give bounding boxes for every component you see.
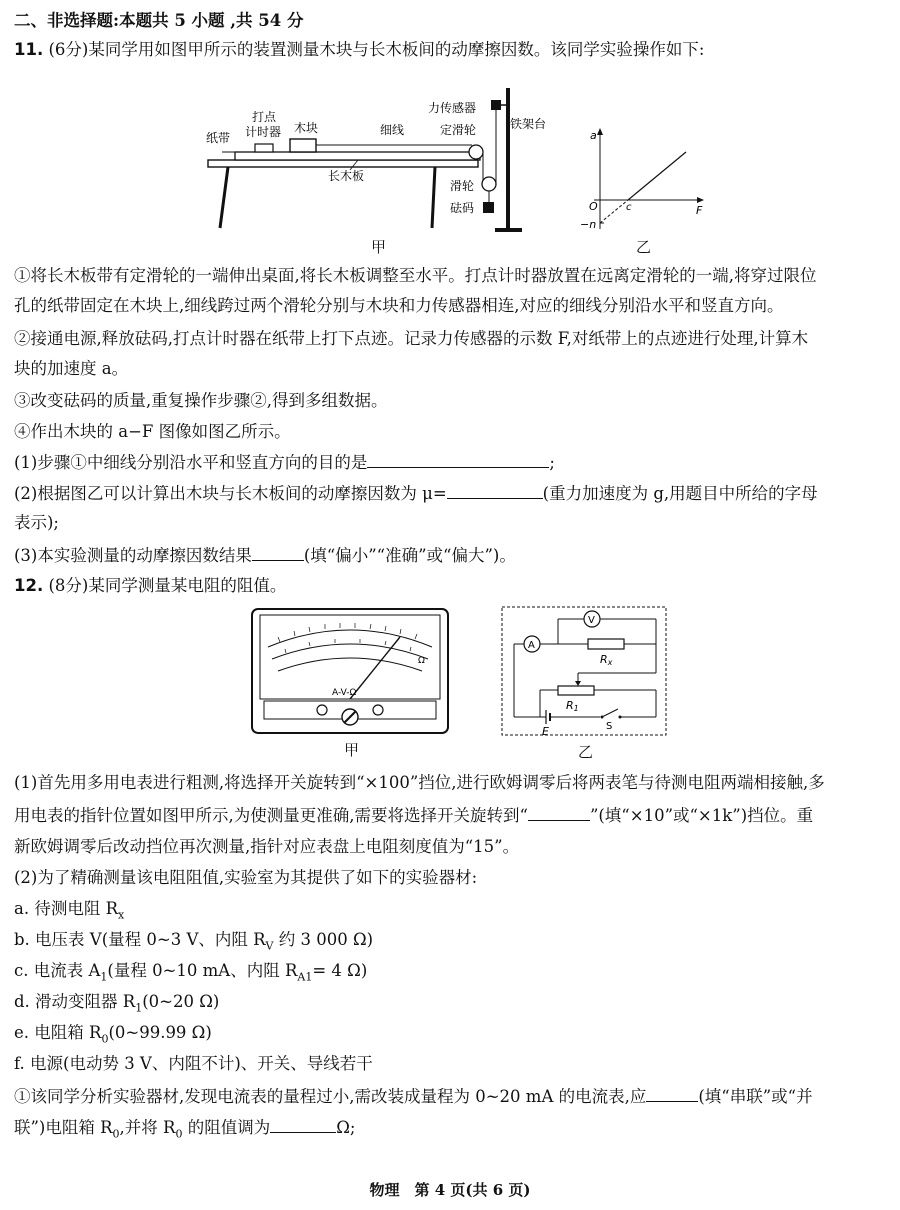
q11-step2-line1: ②接通电源,释放砝码,打点计时器在纸带上打下点迹。记录力传感器的示数 F,对纸带上的点迹进行处理,计算木 xyxy=(14,329,809,348)
q12-q1-line2: 联”)电阻箱 $R_0$,并将 $R_0$ 的阻值调为 Ω; xyxy=(14,1118,356,1141)
page-footer: 物理 第 4 页(共 6 页) xyxy=(369,1181,531,1199)
q11-fig-a-caption: 甲 xyxy=(371,238,387,256)
q12-circuit-figure xyxy=(500,605,670,739)
ammeter-label: A xyxy=(528,640,535,651)
meter-omega: Ω xyxy=(418,656,425,666)
q11-af-graph xyxy=(580,124,710,234)
table-leg-right xyxy=(432,167,435,228)
label-board: 长木板 xyxy=(328,169,365,183)
q11-sub3-line xyxy=(14,544,884,567)
label-string: 细线 xyxy=(380,123,405,137)
q11-sub3-text: (3)本实验测量的动摩擦因数结果 xyxy=(14,546,252,565)
label-block: 木块 xyxy=(294,121,319,135)
q12-item-d: d. 滑动变阻器 $R_1(0\sim 20$ Ω) xyxy=(14,992,220,1015)
q11-sub3-answer-blank[interactable] xyxy=(252,544,304,561)
q11-step1-line1: ①将长木板带有定滑轮的一端伸出桌面,将长木板调整至水平。打点计时器放置在远离定滑轮的一端,将穿过限位 xyxy=(14,266,817,285)
q11-step3: ③改变砝码的质量,重复操作步骤②,得到多组数据。 xyxy=(14,391,388,410)
q12-p1-line3: 新欧姆调零后改动挡位再次测量,指针对应表盘上电阻刻度值为“15”。 xyxy=(14,837,520,856)
q12-item-c: c. 电流表 $A_1$(量程 0~10 mA、内阻 $R_{A1}= 4$ Ω) xyxy=(14,961,368,984)
q12-fig-b-caption: 乙 xyxy=(578,743,594,761)
q12-item-b: b. 电压表 V(量程 0~3 V、内阻 $R_V$ 约 3 000 Ω) xyxy=(14,930,374,953)
graph-y-arrow xyxy=(597,128,603,135)
q11-sub1-text: (1)步骤①中细线分别沿水平和竖直方向的目的是 xyxy=(14,453,368,472)
rheostat-slider xyxy=(575,681,581,686)
q12-q1-line1: ①该同学分析实验器材,发现电流表的量程过小,需改装成量程为 0~20 mA 的电流表,应 (填“串联”或“并 xyxy=(14,1087,813,1106)
meter-unit-label: A-V-Ω xyxy=(332,688,357,698)
q12-q1-resistance-blank[interactable] xyxy=(270,1116,336,1133)
q11-sub1-answer-blank[interactable] xyxy=(367,451,549,468)
switch-label: S xyxy=(606,721,613,732)
graph-line-dashed xyxy=(600,200,628,223)
q11-sub2-answer-blank[interactable] xyxy=(447,482,543,499)
q12-item-f: f. 电源(电动势 3 V、内阻不计)、开关、导线若干 xyxy=(14,1054,373,1073)
q12-stem: (8分)某同学测量某电阻的阻值。 xyxy=(48,576,287,595)
q12-p1-text: 用电表的指针位置如图甲所示,为使测量更准确,需要将选择开关旋转到“ xyxy=(14,806,528,825)
q11-sub2-end: (重力加速度为 g,用题目中所给的字母 xyxy=(542,484,818,503)
q12-stem-line xyxy=(14,575,884,597)
q12-p1-line2 xyxy=(14,804,884,827)
q11-sub1-line xyxy=(14,451,884,474)
fixed-pulley xyxy=(469,145,483,159)
graph-label-minus-n: −n xyxy=(580,218,597,231)
graph-label-F: F xyxy=(696,204,703,217)
battery-label: E xyxy=(542,725,549,738)
q12-item-e: e. 电阻箱 $R_0(0\sim 99.99$ Ω) xyxy=(14,1023,212,1046)
label-pulley: 滑轮 xyxy=(450,179,475,193)
force-sensor xyxy=(491,100,501,110)
q11-sub3-end: (填“偏小”“准确”或“偏大”)。 xyxy=(303,546,516,565)
meter-dial xyxy=(260,615,440,699)
q12-p1-line1: (1)首先用多用电表进行粗测,将选择开关旋转到“×100”挡位,进行欧姆调零后将两表笔与待测电阻两端相接触,多 xyxy=(14,773,825,792)
rx-label: Rx xyxy=(600,653,613,667)
q12-number: 12. xyxy=(14,576,44,595)
label-timer-2: 计时器 xyxy=(245,125,282,139)
q11-sub2-line xyxy=(14,482,884,505)
q11-sub1-end: ; xyxy=(549,453,555,472)
graph-label-c: c xyxy=(626,202,632,213)
label-weight: 砝码 xyxy=(450,201,475,215)
q11-step4: ④作出木块的 a−F 图像如图乙所示。 xyxy=(14,422,291,441)
q11-sub2-line2: 表示); xyxy=(14,513,59,532)
resistor-rx xyxy=(588,639,624,649)
q11-sub2-text: (2)根据图乙可以计算出木块与长木板间的动摩擦因数为 μ= xyxy=(14,484,447,503)
r1-label: R1 xyxy=(566,699,579,713)
timer xyxy=(255,144,273,152)
table-leg-left xyxy=(220,167,228,228)
weight xyxy=(483,202,494,213)
q11-apparatus-figure xyxy=(200,78,560,250)
label-paper-tape: 纸带 xyxy=(206,131,231,145)
moving-pulley xyxy=(482,177,496,191)
q12-p1-answer-blank[interactable] xyxy=(528,804,590,821)
label-iron-stand: 铁架台 xyxy=(510,117,547,131)
q11-step1-line2: 孔的纸带固定在木块上,细线跨过两个滑轮分别与木块和力传感器相连,对应的细线分别沿水平和竖直方向。 xyxy=(14,296,784,315)
q12-fig-a-caption: 甲 xyxy=(344,741,360,759)
q12-item-a: a. 待测电阻 $R_x$ xyxy=(14,899,125,922)
wood-block xyxy=(290,139,316,152)
voltmeter-label: V xyxy=(588,615,595,626)
q11-stem: (6分)某同学用如图甲所示的装置测量木块与长木板间的动摩擦因数。该同学实验操作如下: xyxy=(48,40,705,59)
meter-terminal-left[interactable] xyxy=(317,705,327,715)
long-board xyxy=(235,152,480,160)
label-force-sensor: 力传感器 xyxy=(428,101,477,115)
circuit-border xyxy=(502,607,666,735)
switch-lever xyxy=(602,709,618,717)
label-fixed-pulley: 定滑轮 xyxy=(440,123,477,137)
graph-line xyxy=(628,152,686,200)
graph-x-arrow xyxy=(697,197,704,203)
q11-number: 11. xyxy=(14,40,44,59)
label-timer-1: 打点 xyxy=(252,110,277,124)
q11-step2-line2: 块的加速度 a。 xyxy=(14,359,129,378)
section-header: 二、非选择题:本题共 5 小题 ,共 54 分 xyxy=(14,11,304,30)
graph-label-a: a xyxy=(590,129,597,142)
q12-multimeter-figure xyxy=(250,607,450,735)
q12-p2: (2)为了精确测量该电阻阻值,实验室为其提供了如下的实验器材: xyxy=(14,868,478,887)
q11-fig-b-caption: 乙 xyxy=(636,238,652,256)
q12-p1-end: ”(填“×10”或“×1k”)挡位。重 xyxy=(589,806,814,825)
graph-label-O: O xyxy=(589,200,598,213)
rheostat-r1 xyxy=(558,686,594,695)
q12-q1-connection-blank[interactable] xyxy=(646,1085,698,1102)
meter-terminal-right[interactable] xyxy=(373,705,383,715)
table-top xyxy=(208,160,478,167)
q11-stem-line xyxy=(14,39,884,61)
